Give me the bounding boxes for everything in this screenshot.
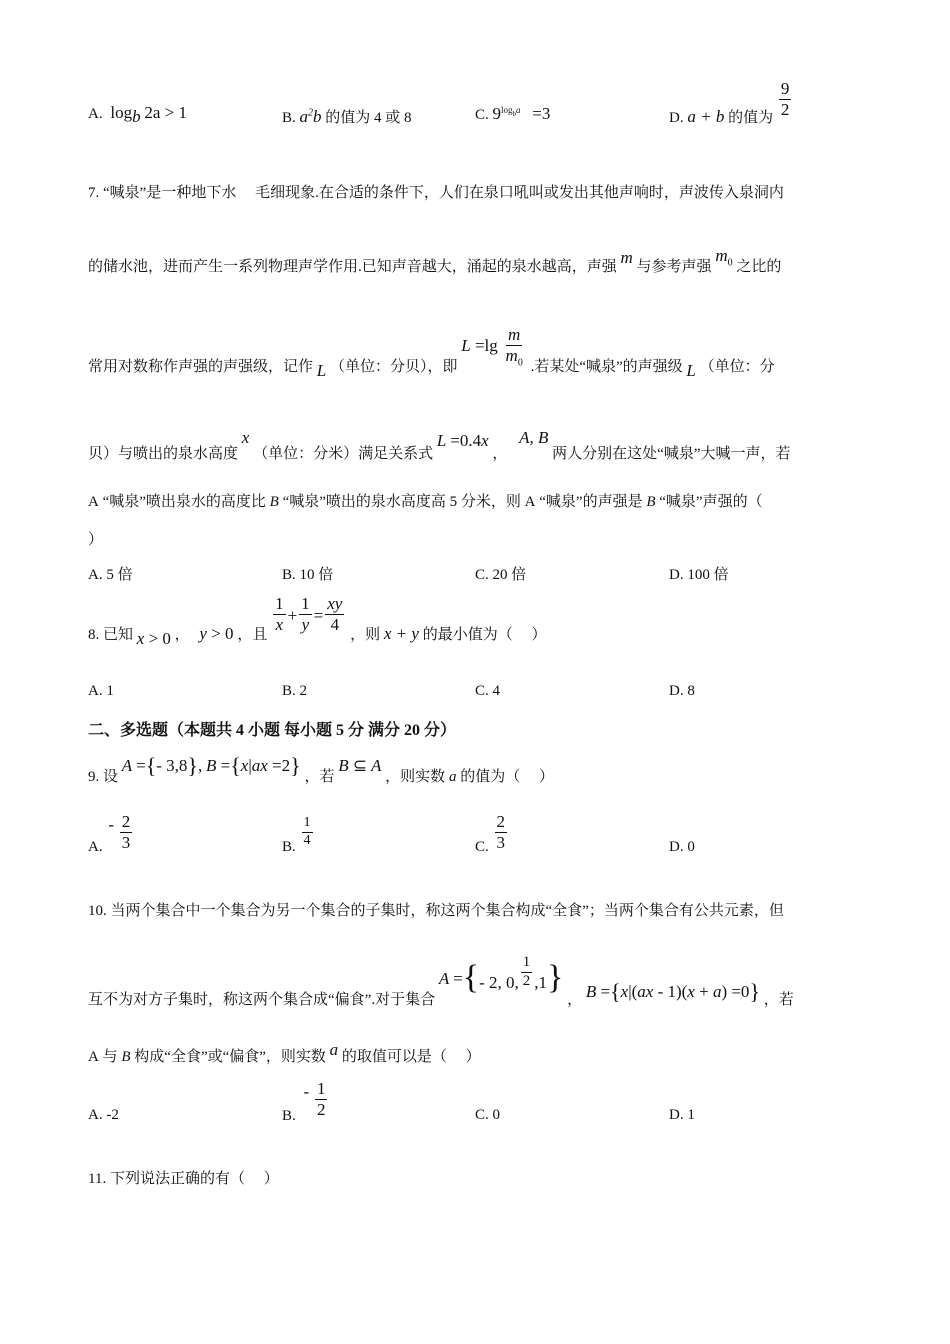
text-span: 构成“全食”或“偏食”，则实数 xyxy=(134,1049,326,1065)
math-y-gt-0: y > 0 xyxy=(199,624,234,643)
q6-option-a xyxy=(88,103,187,127)
fraction-denominator: 4 xyxy=(303,832,311,848)
text-span: ，若 xyxy=(304,769,335,785)
q8-option-c: C. 4 xyxy=(475,683,501,699)
fraction-denominator: 3 xyxy=(121,832,131,852)
math-set-B: B ={x|ax =2} xyxy=(205,753,301,778)
math-B-subset-A: B ⊆ A xyxy=(338,756,382,775)
fraction-numerator: 1 xyxy=(275,594,284,613)
option-label: B. xyxy=(282,839,296,855)
math-minus: - xyxy=(303,1082,310,1101)
text-span: 互不为对方子集时，称这两个集合成“偏食”.对于集合 xyxy=(88,992,436,1008)
math-A-B: A, B xyxy=(519,428,549,447)
math-minus: - xyxy=(108,815,115,834)
q8-option-d: D. 8 xyxy=(669,683,695,699)
q6-option-b xyxy=(282,106,412,127)
q10-line2: 互不为对方子集时，称这两个集合成“偏食”.对于集合 A ={- 2, 0, $\frac{1}{2}$ ,1} ， B ={x|(ax - 1)(x + a) =0} ，若 xyxy=(88,954,794,1008)
q10-option-b xyxy=(282,1079,329,1124)
text-span: （单位：分贝），即 xyxy=(329,359,458,375)
q11-stem: 11. 下列说法正确的有（ ） xyxy=(88,1171,279,1187)
q10-line1: 10. 当两个集合中一个集合为另一个集合的子集时，称这两个集合构成“全食”；当两个集合有公共元素，但 xyxy=(88,903,784,919)
q6-option-d xyxy=(669,79,793,126)
fraction-numerator: m xyxy=(508,325,521,344)
text-span: ，且 xyxy=(237,627,268,643)
text-span: ， xyxy=(567,992,583,1008)
fraction-numerator: xy xyxy=(327,594,343,613)
text-span: “喊泉”的声强是 xyxy=(539,494,643,510)
math-fraction-1-x xyxy=(273,595,286,634)
math-A: A xyxy=(88,1049,99,1065)
math-m: m xyxy=(620,248,633,267)
q7-option-a: A. 5 倍 xyxy=(88,567,133,583)
q8-stem xyxy=(88,594,547,648)
q7-option-d: D. 100 倍 xyxy=(669,567,729,583)
math-eq: = xyxy=(313,606,324,625)
q6-option-c xyxy=(475,104,550,124)
math-B: B xyxy=(121,1049,131,1065)
option-label: B. xyxy=(282,110,296,126)
q10-option-c: C. 0 xyxy=(475,1107,501,1123)
fraction-denominator: 3 xyxy=(496,832,506,852)
math-fraction-1-y xyxy=(299,595,312,634)
math-A: A xyxy=(524,494,536,510)
text-span: （单位：分 xyxy=(699,359,775,375)
fraction-denominator: y xyxy=(301,614,310,634)
q7-line6: ） xyxy=(88,532,104,548)
math-fraction xyxy=(779,80,792,119)
math-a: a xyxy=(448,769,457,785)
q7-line1: 7. “喊泉”是一种地下水 毛细现象.在合适的条件下，人们在泉口吼叫或发出其他声响时，声波传入泉洞内 xyxy=(88,185,784,201)
fraction-denominator: 4 xyxy=(330,614,340,634)
q9-option-c xyxy=(475,812,509,855)
fraction-numerator: 1 xyxy=(301,594,310,613)
text-span: ，则实数 xyxy=(385,769,446,785)
q9-option-a xyxy=(88,812,134,855)
text-span: “喊泉”声强的（ xyxy=(659,494,763,510)
math-a: a xyxy=(329,1040,339,1059)
math-fraction xyxy=(302,816,313,848)
option-text: 的值为 4 或 8 xyxy=(325,110,412,126)
text-span: 常用对数称作声强的声强级，记作 xyxy=(88,359,314,375)
math-exp: log xyxy=(501,105,513,115)
fraction-denominator: $m_0$ xyxy=(505,345,523,369)
text-span: ，则 xyxy=(350,627,381,643)
q9-option-b xyxy=(282,815,315,855)
fraction-numerator: 2 xyxy=(496,812,506,831)
q9-option-d: D. 0 xyxy=(669,839,695,855)
math-plus: + xyxy=(287,606,298,625)
math-fraction xyxy=(120,813,133,852)
text-span: 与 xyxy=(102,1049,118,1065)
math-exp-arg: a xyxy=(516,105,521,115)
math-fraction-xy-4 xyxy=(325,595,344,634)
fraction-numerator: 1 xyxy=(302,816,313,833)
math-sub: b xyxy=(132,107,141,126)
option-text: 的值为 xyxy=(728,110,774,126)
math-exp-sub: b xyxy=(512,109,517,118)
text-span: 的值为（ ） xyxy=(460,769,554,785)
q7-line4 xyxy=(88,427,791,462)
option-label: A. xyxy=(88,839,103,855)
text-span: .若某处“喊泉”的声强级 xyxy=(530,359,683,375)
math-rest: =3 xyxy=(532,104,551,123)
fraction-denominator: x xyxy=(275,614,284,634)
q10-option-d: D. 1 xyxy=(669,1107,695,1123)
option-label: A. xyxy=(88,106,103,122)
math-set-A: A = xyxy=(438,969,463,988)
option-label: D. xyxy=(669,110,684,126)
text-span: 贝）与喷出的泉水高度 xyxy=(88,446,239,462)
q7-line2 xyxy=(88,246,782,278)
q8-option-a: A. 1 xyxy=(88,683,114,699)
math-fraction xyxy=(315,1080,328,1119)
text-span: 与参考声强 xyxy=(636,259,712,275)
text-span: ， xyxy=(174,627,190,643)
fraction-denominator: 2 xyxy=(316,1099,326,1119)
section-heading: 二、多选题（本题共 4 小题 每小题 5 分 满分 20 分） xyxy=(88,722,457,739)
q9-stem: 9. 设 A ={- 3,8}, B ={x|ax =2} ，若 B ⊆ A ，则实数 a 的值为（ ） xyxy=(88,753,554,785)
text-span: 的取值可以是（ ） xyxy=(341,1049,481,1065)
q8-option-b: B. 2 xyxy=(282,683,308,699)
text-span: ， xyxy=(492,446,508,462)
text-span: 的最小值为（ ） xyxy=(422,627,547,643)
fraction-numerator: 1 xyxy=(316,1079,326,1098)
text-span: “喊泉”喷出的泉水高度高 5 分米，则 xyxy=(282,494,521,510)
option-label: C. xyxy=(475,839,489,855)
fraction-numerator: 9 xyxy=(780,79,790,98)
math-x-plus-y: x + y xyxy=(383,624,419,643)
math-a2b: $a^2b$ xyxy=(299,107,322,126)
text-span: 9. 设 xyxy=(88,769,119,785)
math-x-gt-0: x > 0 xyxy=(136,629,171,648)
math-x: x xyxy=(241,428,250,447)
math-eq-lg: =lg xyxy=(470,336,498,355)
text-span: ，若 xyxy=(763,992,794,1008)
math-a-plus-b: a + b xyxy=(687,107,725,126)
math-L-eq: L xyxy=(461,336,471,355)
text-span: 两人分别在这处“喊泉”大喊一声，若 xyxy=(552,446,791,462)
math-fraction-m-m0 xyxy=(504,326,525,369)
fraction-numerator: 2 xyxy=(121,812,131,831)
q7-option-b: B. 10 倍 xyxy=(282,567,334,583)
text-span: 的储水池，进而产生一系列物理声学作用.已知声音越大，涌起的泉水越高，声强 xyxy=(88,259,617,275)
text-span: （单位：分米）满足关系式 xyxy=(253,446,434,462)
math-m0: $m_0$ xyxy=(715,246,733,269)
math-L: L xyxy=(316,361,327,380)
option-label: C. xyxy=(475,107,489,123)
option-label: B. xyxy=(282,1108,296,1124)
math-L: L xyxy=(686,361,696,380)
math-log: log xyxy=(110,103,133,122)
math-A: A xyxy=(88,494,99,510)
math-fraction xyxy=(495,813,508,852)
fraction-denominator: 2 xyxy=(780,99,790,119)
text-span: “喊泉”喷出泉水的高度比 xyxy=(102,494,266,510)
q7-option-c: C. 20 倍 xyxy=(475,567,527,583)
math-set-A: A ={- 3,8} xyxy=(121,753,198,778)
math-base: 9 xyxy=(492,104,502,123)
text-span: 之比的 xyxy=(736,259,782,275)
math-L-04x: L =0.4x xyxy=(436,431,489,450)
math-set-B: B ={x|(ax - 1)(x + a) =0} xyxy=(585,979,760,1004)
q7-line3 xyxy=(88,325,775,380)
math-expression: 2a > 1 xyxy=(144,103,187,122)
text-span: 8. 已知 xyxy=(88,627,134,643)
math-fraction: $\frac{1}{2}$ xyxy=(522,954,531,989)
math-B: B xyxy=(646,494,656,510)
q7-line5 xyxy=(88,490,763,511)
math-B: B xyxy=(269,494,279,510)
q10-line3 xyxy=(88,1040,481,1066)
q10-option-a: A. -2 xyxy=(88,1107,119,1123)
